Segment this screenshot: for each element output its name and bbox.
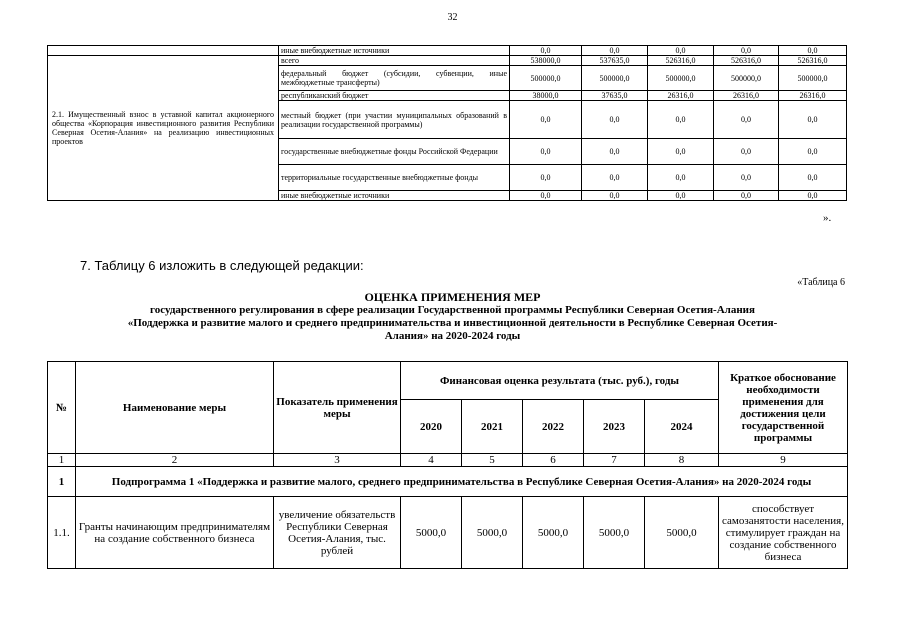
header-year: 2022 bbox=[523, 400, 584, 454]
value-cell: 5000,0 bbox=[462, 497, 523, 569]
funding-table bbox=[47, 45, 847, 201]
header-justification: Краткое обоснование необходимости применения для достижения цели государственной программы bbox=[719, 362, 848, 454]
header-num: № bbox=[48, 362, 76, 454]
source-cell: иные внебюджетные источники bbox=[279, 46, 510, 56]
value-cell: 0,0 bbox=[510, 165, 582, 191]
table-label: «Таблица 6 bbox=[797, 277, 845, 288]
value-cell: 0,0 bbox=[714, 46, 779, 56]
header-year: 2021 bbox=[462, 400, 523, 454]
row-num: 1.1. bbox=[48, 497, 76, 569]
value-cell: 38000,0 bbox=[510, 91, 582, 101]
header-indicator: Показатель применения меры bbox=[274, 362, 401, 454]
column-number: 7 bbox=[584, 454, 645, 467]
value-cell: 0,0 bbox=[510, 139, 582, 165]
measure-justification: способствует самозанятости населения, стимулирует граждан на создание собственного бизнеса bbox=[719, 497, 848, 569]
empty-cell bbox=[48, 46, 279, 56]
title-line-2: государственного регулирования в сфере реализации Государственной программы Республики Северная Осетия-Алания «Поддержка и развитие малого и среднего предпринимательства и инвестиционной деятельности в Республике Северная Осетия-Алания» на 2020-2024 годы bbox=[127, 304, 778, 342]
value-cell: 0,0 bbox=[582, 139, 648, 165]
value-cell: 5000,0 bbox=[401, 497, 462, 569]
subprogram-title: Подпрограмма 1 «Поддержка и развитие малого, среднего предпринимательства в Республике Северная Осетия-Алания» на 2020-2024 годы bbox=[76, 467, 848, 497]
value-cell: 0,0 bbox=[582, 191, 648, 201]
header-name: Наименование меры bbox=[76, 362, 274, 454]
value-cell: 500000,0 bbox=[510, 66, 582, 91]
column-number: 5 bbox=[462, 454, 523, 467]
value-cell: 5000,0 bbox=[523, 497, 584, 569]
value-cell: 0,0 bbox=[582, 46, 648, 56]
source-cell: государственные внебюджетные фонды Российской Федерации bbox=[279, 139, 510, 165]
value-cell: 0,0 bbox=[510, 191, 582, 201]
value-cell: 500000,0 bbox=[714, 66, 779, 91]
header-year: 2023 bbox=[584, 400, 645, 454]
source-cell: территориальные государственные внебюджетные фонды bbox=[279, 165, 510, 191]
value-cell: 0,0 bbox=[582, 165, 648, 191]
header-row bbox=[48, 362, 848, 400]
value-cell: 0,0 bbox=[779, 101, 847, 139]
value-cell: 0,0 bbox=[648, 139, 714, 165]
value-cell: 0,0 bbox=[714, 165, 779, 191]
value-cell: 5000,0 bbox=[645, 497, 719, 569]
value-cell: 537635,0 bbox=[582, 56, 648, 66]
source-cell: всего bbox=[279, 56, 510, 66]
value-cell: 0,0 bbox=[714, 191, 779, 201]
value-cell: 500000,0 bbox=[779, 66, 847, 91]
value-cell: 0,0 bbox=[510, 46, 582, 56]
column-number: 2 bbox=[76, 454, 274, 467]
value-cell: 0,0 bbox=[648, 191, 714, 201]
value-cell: 0,0 bbox=[779, 46, 847, 56]
value-cell: 37635,0 bbox=[582, 91, 648, 101]
measure-indicator: увеличение обязательств Республики Северная Осетия-Алания, тыс. рублей bbox=[274, 497, 401, 569]
column-number: 4 bbox=[401, 454, 462, 467]
page-number: 32 bbox=[447, 12, 458, 23]
table-row bbox=[48, 56, 847, 66]
value-cell: 538000,0 bbox=[510, 56, 582, 66]
value-cell: 0,0 bbox=[714, 139, 779, 165]
header-year: 2020 bbox=[401, 400, 462, 454]
value-cell: 526316,0 bbox=[714, 56, 779, 66]
source-cell: иные внебюджетные источники bbox=[279, 191, 510, 201]
subprogram-row bbox=[48, 467, 848, 497]
header-financial: Финансовая оценка результата (тыс. руб.), годы bbox=[401, 362, 719, 400]
value-cell: 26316,0 bbox=[779, 91, 847, 101]
table-row bbox=[48, 497, 848, 569]
value-cell: 26316,0 bbox=[648, 91, 714, 101]
table-row bbox=[48, 46, 847, 56]
source-cell: федеральный бюджет (субсидии, субвенции, иные межбюджетные трансферты) bbox=[279, 66, 510, 91]
value-cell: 0,0 bbox=[779, 165, 847, 191]
title-line-1: ОЦЕНКА ПРИМЕНЕНИЯ МЕР bbox=[364, 290, 541, 304]
table-title bbox=[120, 291, 785, 343]
value-cell: 0,0 bbox=[779, 139, 847, 165]
value-cell: 0,0 bbox=[648, 46, 714, 56]
source-cell: местный бюджет (при участии муниципальных образований в реализации государственной программы) bbox=[279, 101, 510, 139]
value-cell: 5000,0 bbox=[584, 497, 645, 569]
column-number: 8 bbox=[645, 454, 719, 467]
column-numbers-row bbox=[48, 454, 848, 467]
value-cell: 0,0 bbox=[582, 101, 648, 139]
value-cell: 0,0 bbox=[648, 101, 714, 139]
value-cell: 0,0 bbox=[648, 165, 714, 191]
measures-table bbox=[47, 361, 848, 569]
value-cell: 526316,0 bbox=[779, 56, 847, 66]
column-number: 3 bbox=[274, 454, 401, 467]
column-number: 1 bbox=[48, 454, 76, 467]
value-cell: 0,0 bbox=[779, 191, 847, 201]
value-cell: 500000,0 bbox=[648, 66, 714, 91]
header-year: 2024 bbox=[645, 400, 719, 454]
value-cell: 500000,0 bbox=[582, 66, 648, 91]
value-cell: 0,0 bbox=[714, 101, 779, 139]
value-cell: 526316,0 bbox=[648, 56, 714, 66]
value-cell: 0,0 bbox=[510, 101, 582, 139]
measure-name: Гранты начинающим предпринимателям на создание собственного бизнеса bbox=[76, 497, 274, 569]
column-number: 9 bbox=[719, 454, 848, 467]
source-cell: республиканский бюджет bbox=[279, 91, 510, 101]
column-number: 6 bbox=[523, 454, 584, 467]
measure-name-cell: 2.1. Имущественный взнос в уставной капитал акционерного общества «Корпорация инвестиционного развития Республики Северная Осетия-Алания» на реализацию инвестиционных проектов bbox=[48, 56, 279, 201]
value-cell: 26316,0 bbox=[714, 91, 779, 101]
amendment-item: 7. Таблицу 6 изложить в следующей редакции: bbox=[80, 258, 364, 273]
subprogram-num: 1 bbox=[48, 467, 76, 497]
closing-quote: ». bbox=[823, 212, 832, 224]
